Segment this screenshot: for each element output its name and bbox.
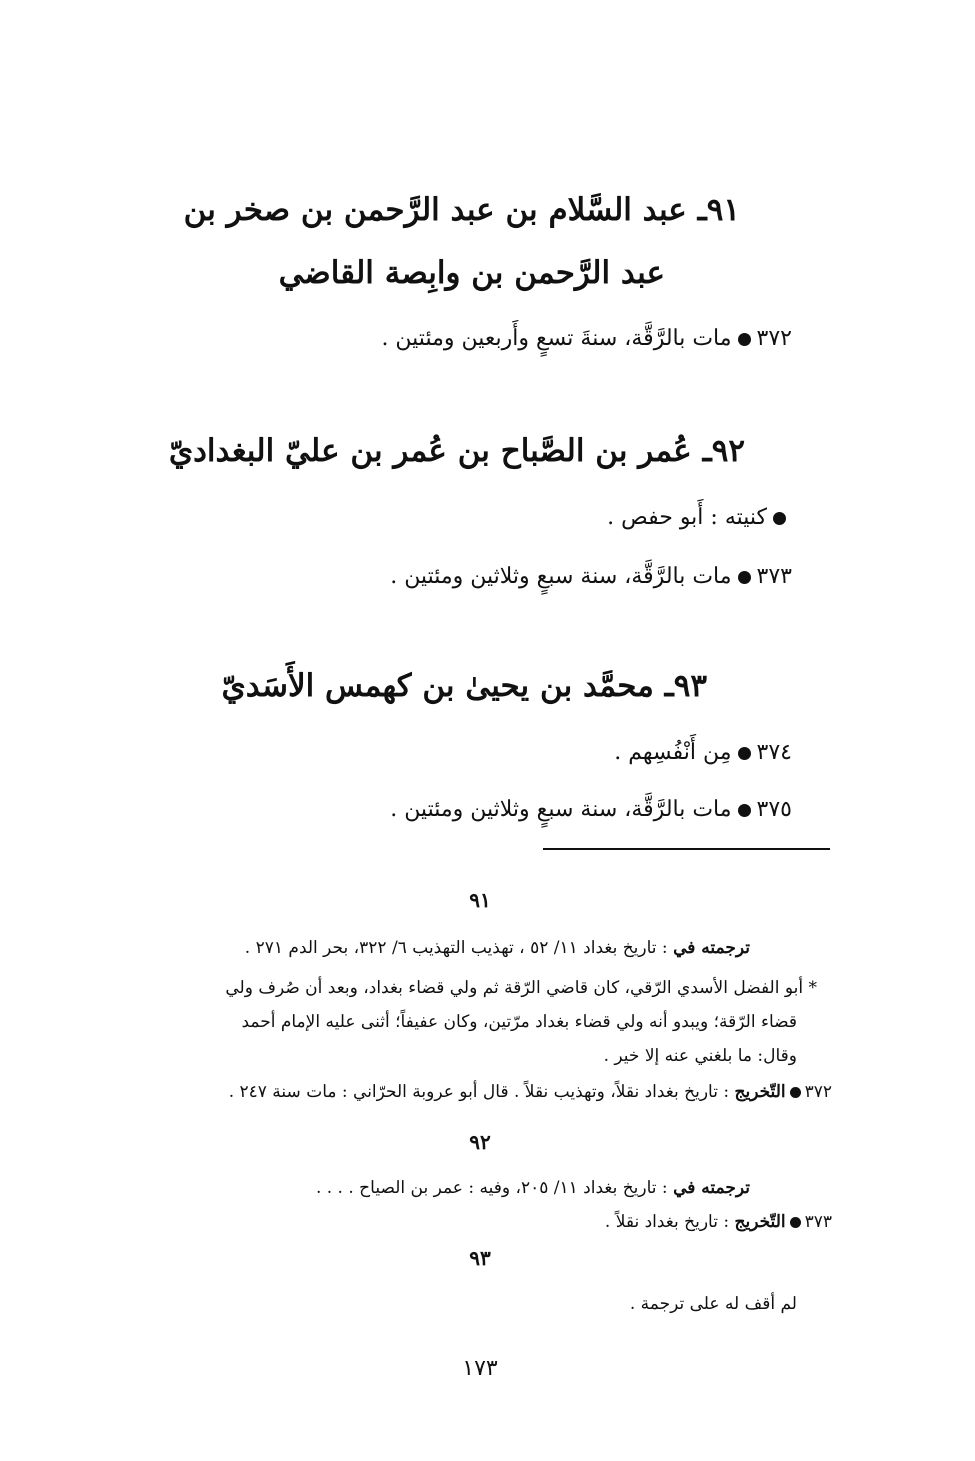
footnote-92-takhrij	[605, 1212, 832, 1233]
bullet-icon	[738, 333, 751, 346]
takhrij-text: : تاريخ بغداد نقلاً، وتهذيب نقلاً . قال أبو عروبة الحرّاني : مات سنة ٢٤٧ .	[228, 1082, 730, 1102]
translation-label: ترجمته في	[673, 938, 750, 958]
entry-91-line-372	[381, 326, 792, 352]
footnote-separator	[543, 848, 830, 850]
footnote-93-number: ٩٣	[469, 1246, 491, 1270]
line-number: ٣٧٣	[756, 564, 792, 589]
line-text: مِن أَنْفُسِهم .	[614, 740, 732, 765]
footnote-91-note-line3: وقال: ما بلغني عنه إلا خير .	[603, 1046, 797, 1066]
footnote-91-number: ٩١	[469, 888, 491, 912]
entry-93-line-375	[390, 797, 792, 823]
entry-93-line-374	[614, 740, 792, 766]
entry-91-heading-line2: عبد الرَّحمن بن وابِصة القاضي	[278, 255, 665, 291]
line-number: ٣٧٢	[756, 326, 792, 351]
footnote-91-note-line2: قضاء الرّقة؛ ويبدو أنه ولي قضاء بغداد مرّتين، وكان عفيفاً؛ أثنى عليه الإمام أحمد	[241, 1012, 797, 1032]
translation-label: ترجمته في	[673, 1178, 750, 1198]
takhrij-label: التّخريج	[734, 1082, 786, 1102]
bullet-icon	[790, 1087, 801, 1098]
line-number: ٣٧٥	[756, 797, 792, 822]
line-number: ٣٧٤	[756, 740, 792, 765]
entry-92-line-373	[390, 564, 792, 590]
entry-91-heading-line1: ٩١ـ عبد السَّلام بن عبد الرَّحمن بن صخر بن	[183, 192, 740, 228]
takhrij-label: التّخريج	[734, 1212, 786, 1232]
entry-93-heading: ٩٣ـ محمَّد بن يحيىٰ بن كهمس الأَسَديّ	[221, 668, 707, 704]
footnote-92-number: ٩٢	[469, 1130, 491, 1154]
takhrij-text: : تاريخ بغداد نقلاً .	[604, 1212, 730, 1232]
line-text: مات بالرَّقَّة، سنة سبعٍ وثلاثين ومئتين .	[390, 564, 732, 589]
translation-text: : تاريخ بغداد ١١/ ٥٢ ، تهذيب التهذيب ٦/ ٣٢٢، بحر الدم ٢٧١ .	[244, 938, 668, 958]
bullet-icon	[738, 747, 751, 760]
footnote-91-note-line1: * أبو الفضل الأسدي الرّقي، كان قاضي الرّقة ثم ولي قضاء بغداد، وبعد أن صُرف ولي	[225, 978, 817, 998]
entry-92-heading: ٩٢ـ عُمر بن الصَّباح بن عُمر بن عليّ البغداديّ	[168, 433, 745, 469]
page-number: ١٧٣	[462, 1356, 498, 1381]
translation-text: : تاريخ بغداد ١١/ ٢٠٥، وفيه : عمر بن الصياح . . . .	[315, 1178, 668, 1198]
takhrij-number: ٣٧٢	[804, 1082, 832, 1102]
bullet-icon	[738, 571, 751, 584]
entry-92-kunya-line	[607, 505, 792, 531]
footnote-91-translation	[245, 938, 750, 959]
bullet-icon	[773, 512, 786, 525]
footnote-92-translation	[316, 1178, 750, 1199]
takhrij-number: ٣٧٣	[804, 1212, 832, 1232]
line-text: كنيته : أَبو حفص .	[607, 505, 767, 530]
footnote-91-takhrij	[229, 1082, 832, 1103]
footnote-93-text: لم أقف له على ترجمة .	[629, 1294, 797, 1314]
line-text: مات بالرَّقَّة، سنةَ تسعٍ وأَربعين ومئتين .	[381, 326, 732, 351]
bullet-icon	[738, 804, 751, 817]
bullet-icon	[790, 1217, 801, 1228]
line-text: مات بالرَّقَّة، سنة سبعٍ وثلاثين ومئتين .	[390, 797, 732, 822]
